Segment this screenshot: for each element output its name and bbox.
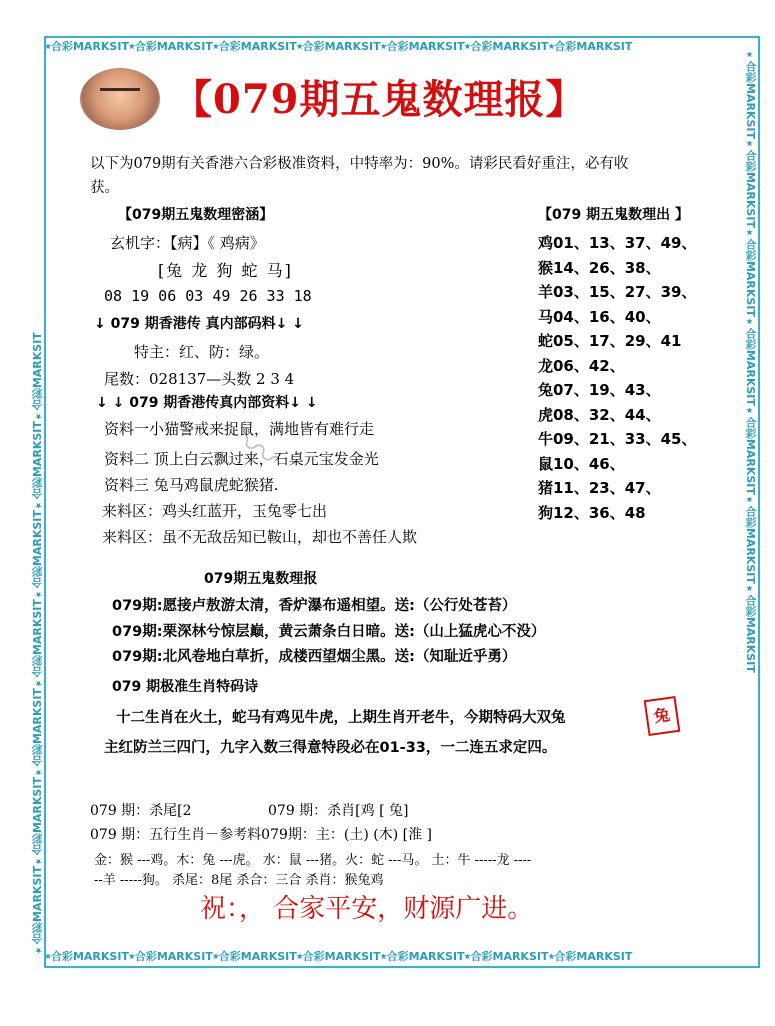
ziliao-1: 资料一小猫警戒来捉鼠，满地皆有难行走 [104, 420, 375, 438]
report-line-3: 079期:北风卷地白草折，成楼西望烟尘黑。送:（知耻近乎勇） [112, 649, 517, 665]
glasses-shape [100, 88, 140, 101]
wuxing-detail-2: --羊 -----狗。 杀尾：8尾 杀合：三合 杀肖：猴兔鸡 [94, 873, 384, 888]
intro-line-2: 获。 [90, 180, 119, 196]
footer-wish: 祝：， 合家平安，财源广进。 [200, 894, 534, 924]
insider-heading-1: ↓ 079 期香港传 真内部码料↓ ↓ [94, 316, 304, 332]
zodiac-item: 兔07、19、43、 [538, 381, 661, 399]
zodiac-item: 鸡01、13、37、49、 [538, 234, 697, 252]
poem-line-1: 十二生肖在火土，蛇马有鸡见牛虎，上期生肖开老牛，今期特码大双兔 [116, 710, 566, 726]
poem-line-2: 主红防兰三四门，九字入数三得意特段必在01-33，一二连五求定四。 [104, 740, 557, 756]
laiyuan-1: 来料区：鸡头红蓝开，玉兔零七出 [102, 502, 328, 520]
zodiac-item: 蛇05、17、29、41 [538, 332, 682, 350]
weishu-line: 尾数：028137—头数 2 3 4 [104, 370, 295, 388]
poem-title: 079 期极准生肖特码诗 [112, 679, 259, 695]
ziliao-3: 资料三 兔马鸡鼠虎蛇猴猪. [104, 476, 279, 494]
zodiac-item: 虎08、32、44、 [538, 405, 661, 424]
zodiac-item: 狗12、36、48 [538, 503, 646, 522]
shaxiao-line: 079 期：杀肖[鸡 [ 兔] [268, 803, 409, 819]
page-title: 【079期五鬼数理报】 [172, 76, 587, 123]
zodiac-item: 龙06、42、 [538, 356, 625, 375]
zodiac-item: 猪11、23、47、 [538, 479, 661, 497]
shawei-line: 079 期：杀尾[2 [90, 803, 192, 819]
watermark-scribble: 〰 [228, 421, 288, 482]
zodiac-item: 马04、16、40、 [538, 307, 661, 326]
left-section-title: 【079期五鬼数理密涵】 [118, 207, 274, 223]
red-stamp: 兔 [644, 696, 681, 736]
frame-strip-left: ⭒合彩MARKSIT⭒合彩MARKSIT⭒合彩MARKSIT⭒合彩MARKSIT⭒合彩MARKSIT⭒合彩MARKSIT⭒合彩MARKSIT [31, 332, 44, 955]
numbers-line: 08 19 06 03 49 26 33 18 [104, 287, 312, 305]
avatar-photo [80, 68, 160, 130]
report-line-1: 079期:愿接卢敖游太清，香炉瀑布遥相望。送:（公行处苍苔） [112, 598, 517, 614]
report-line-2: 079期:栗深林兮惊层巅，黄云萧条白日暗。送:（山上猛虎心不没） [112, 624, 546, 640]
ziliao-2: 资料二 顶上白云飘过来，石桌元宝发金光 [104, 450, 379, 468]
frame-strip-top: ⭒合彩MARKSIT⭒合彩MARKSIT⭒合彩MARKSIT⭒合彩MARKSIT⭒合彩MARKSIT⭒合彩MARKSIT⭒合彩MARKSIT [45, 40, 633, 53]
tezhu-line: 特主：红、防：绿。 [134, 343, 270, 361]
zodiac-item: 猴14、26、38、 [538, 258, 661, 277]
wuxing-line: 079 期：五行生肖－参考料079期：主：(土) (木) [淮 ] [90, 827, 433, 843]
report-title: 079期五鬼数理报 [204, 571, 318, 587]
wuxing-detail-1: 金：猴 ---鸡。木：兔 ---虎。 水：鼠 ---猪。火：蛇 ---马。 土：牛 -----龙 ---- [94, 853, 532, 868]
frame-strip-right: ⭒合彩MARKSIT⭒合彩MARKSIT⭒合彩MARKSIT⭒合彩MARKSIT⭒合彩MARKSIT⭒合彩MARKSIT⭒合彩MARKSIT [744, 50, 757, 673]
zodiac-number-list [538, 232, 697, 526]
right-section-title: 【079 期五鬼数理出 】 [538, 207, 689, 223]
xuanji-line: 玄机字：【病】《 鸡病》 [110, 234, 265, 252]
zodiac-item: 牛09、21、33、45、 [538, 430, 697, 448]
zodiac-item: 羊03、15、27、39、 [538, 283, 697, 301]
zodiac-item: 鼠10、46、 [538, 454, 625, 473]
laiyuan-2: 来料区：虽不无敌岳知已鞍山，却也不善任人欺 [102, 528, 418, 546]
animals-line: [兔 龙 狗 蛇 马] [158, 261, 293, 280]
intro-line-1: 以下为079期有关香港六合彩极准资料，中特率为：90%。请彩民看好重注，必有收 [90, 156, 629, 172]
insider-heading-2: ↓ ↓ 079 期香港传真内部资料↓ ↓ [96, 395, 318, 411]
frame-strip-bottom: ⭒合彩MARKSIT⭒合彩MARKSIT⭒合彩MARKSIT⭒合彩MARKSIT⭒合彩MARKSIT⭒合彩MARKSIT⭒合彩MARKSIT [45, 950, 633, 963]
